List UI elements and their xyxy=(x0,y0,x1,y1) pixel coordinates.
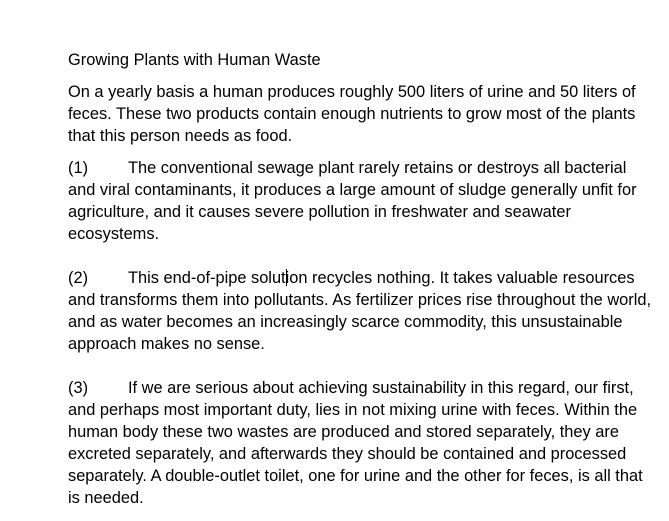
paragraph-text: If we are serious about achieving sustainability in this regard, our first, and perhaps most important duty, lies in not mixing urine with feces. Within the human body these two wastes are produced and stored separately, they are excreted separately, and afterwards they should be contained and processed separately. A double-outlet toilet, one for urine and the other for feces, is all that is needed. xyxy=(68,379,643,507)
paragraph-text-before-cursor: This end-of-pipe solut xyxy=(128,269,286,287)
numbered-paragraph-2 xyxy=(68,267,658,355)
numbered-paragraph-3 xyxy=(68,377,658,509)
paragraph-number: (3) xyxy=(68,379,89,397)
paragraph-text: The conventional sewage plant rarely retains or destroys all bacterial and viral contaminants, it produces a large amount of sludge generally unfit for agriculture, and it causes severe pollution in freshwater and seawater ecosystems. xyxy=(68,159,637,243)
document-page[interactable] xyxy=(68,49,658,509)
paragraph-number: (2) xyxy=(68,269,89,287)
document-title: Growing Plants with Human Waste xyxy=(68,51,321,69)
paragraph-number: (1) xyxy=(68,159,89,177)
paragraph-text-after-cursor: ion recycles nothing. It takes valuable resources and transforms them into pollutants. As fertilizer prices rise throughout the world, and as water becomes an increasingly scarce commodity, this unsustainable approach makes no sense. xyxy=(68,269,652,353)
intro-paragraph: On a yearly basis a human produces roughly 500 liters of urine and 50 liters of feces. These two products contain enough nutrients to grow most of the plants that this person needs as food. xyxy=(68,83,636,145)
numbered-paragraph-1 xyxy=(68,157,658,245)
